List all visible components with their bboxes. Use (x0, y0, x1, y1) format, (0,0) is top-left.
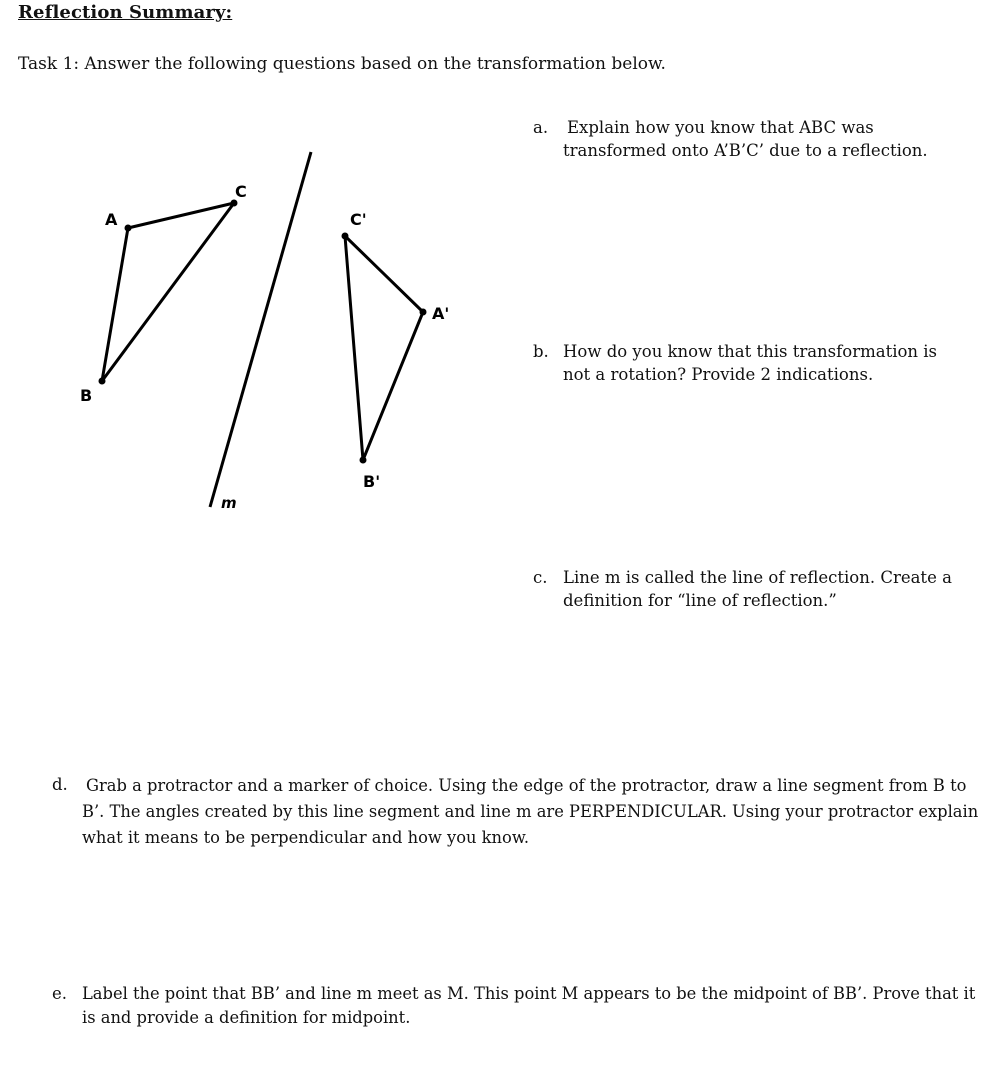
question-a (563, 116, 928, 162)
question-d-line: Grab a protractor and a marker of choice. Using the edge of the protractor, draw a line segment from B to (86, 776, 967, 795)
question-b-line: How do you know that this transformation is (563, 342, 938, 361)
question-d-letter: d. (52, 775, 68, 794)
task-instruction: Task 1: Answer the following questions based on the transformation below. (18, 54, 666, 74)
reflection-figure (0, 130, 520, 530)
question-b-line: not a rotation? Provide 2 indications. (563, 365, 874, 384)
label-a-prime: A' (432, 304, 450, 323)
question-a-line: Explain how you know that ABC was (567, 118, 874, 137)
label-b-prime: B' (363, 472, 381, 491)
vertex-c-prime (342, 233, 349, 240)
question-d-line: what it means to be perpendicular and how you know. (82, 828, 529, 847)
vertex-a-prime (420, 309, 427, 316)
question-e-line: Label the point that BB’ and line m meet as M. This point M appears to be the midpoint of BB’. Prove that it (82, 984, 976, 1003)
vertex-a (125, 225, 132, 232)
question-a-line: transformed onto A’B’C’ due to a reflection. (563, 141, 928, 160)
question-c-letter: c. (533, 568, 548, 587)
triangle-abc (102, 203, 234, 381)
question-d-line: B’. The angles created by this line segment and line m are PERPENDICULAR. Using your protractor explain (82, 802, 979, 821)
question-d (82, 773, 982, 851)
question-e-line: is and provide a definition for midpoint. (82, 1008, 411, 1027)
question-e-letter: e. (52, 984, 68, 1003)
question-c-line: Line m is called the line of reflection. Create a (563, 568, 952, 587)
vertex-b (99, 378, 106, 385)
label-c: C (235, 182, 247, 201)
vertex-b-prime (360, 457, 367, 464)
label-c-prime: C' (350, 210, 367, 229)
page-title: Reflection Summary: (18, 2, 233, 23)
question-e (82, 982, 982, 1030)
question-a-letter: a. (533, 118, 549, 137)
question-b (563, 340, 937, 386)
label-b: B (80, 386, 93, 405)
label-a: A (105, 210, 118, 229)
question-c (563, 566, 952, 612)
triangle-a-prime-b-prime-c-prime (345, 236, 423, 460)
label-m: m (221, 494, 237, 512)
question-b-letter: b. (533, 342, 549, 361)
question-c-line: definition for “line of reflection.” (563, 591, 837, 610)
